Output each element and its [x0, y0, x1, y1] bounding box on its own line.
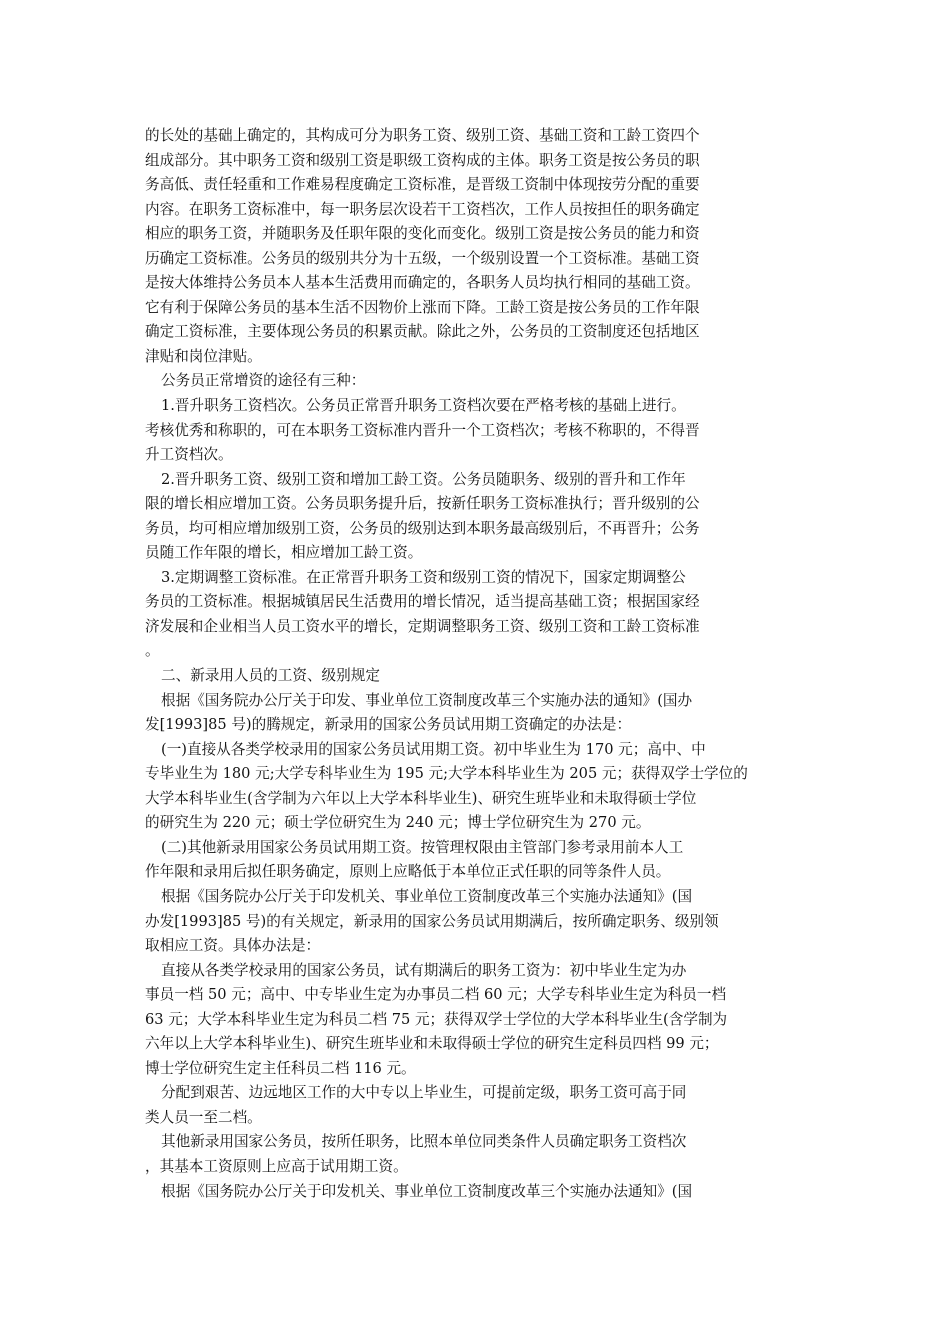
- text-line: 专毕业生为 180 元;大学专科毕业生为 195 元;大学本科毕业生为 205 元；获得双学士学位的: [145, 765, 748, 783]
- text-line: 济发展和企业相当人员工资水平的增长，定期调整职务工资、级别工资和工龄工资标准: [145, 617, 700, 635]
- text-line: 3.定期调整工资标准。在正常晋升职务工资和级别工资的情况下，国家定期调整公: [161, 568, 686, 586]
- text-line: 公务员正常增资的途径有三种：: [161, 372, 366, 390]
- text-line: 根据《国务院办公厅关于印发机关、事业单位工资制度改革三个实施办法通知》(国: [161, 1182, 693, 1200]
- document-body: [145, 124, 815, 1204]
- text-line: 务员的工资标准。根据城镇居民生活费用的增长情况，适当提高基础工资；根据国家经: [145, 593, 700, 611]
- text-line: 发[1993]85 号)的腾规定，新录用的国家公务员试用期工资确定的办法是：: [145, 716, 632, 734]
- text-line: 它有利于保障公务员的基本生活不因物价上涨而下降。工龄工资是按公务员的工作年限: [145, 298, 700, 316]
- text-line: 根据《国务院办公厅关于印发机关、事业单位工资制度改革三个实施办法通知》(国: [161, 887, 693, 905]
- text-line: 是按大体维持公务员本人基本生活费用而确定的，各职务人员均执行相同的基础工资。: [145, 274, 700, 292]
- text-line: 务员，均可相应增加级别工资，公务员的级别达到本职务最高级别后，不再晋升；公务: [145, 519, 700, 537]
- text-line: 二、新录用人员的工资、级别规定: [161, 667, 380, 685]
- text-line: 根据《国务院办公厅关于印发、事业单位工资制度改革三个实施办法的通知》(国办: [161, 691, 693, 709]
- text-line: 类人员一至二档。: [145, 1108, 262, 1126]
- text-line: 。: [145, 642, 160, 660]
- text-line: 博士学位研究生定主任科员二档 116 元。: [145, 1059, 416, 1077]
- text-line: 大学本科毕业生(含学制为六年以上大学本科毕业生)、研究生班毕业和未取得硕士学位: [145, 789, 697, 807]
- text-line: 相应的职务工资，并随职务及任职年限的变化而变化。级别工资是按公务员的能力和资: [145, 225, 700, 243]
- text-line: 分配到艰苦、边远地区工作的大中专以上毕业生，可提前定级，职务工资可高于同: [161, 1084, 687, 1102]
- text-line: 考核优秀和称职的，可在本职务工资标准内晋升一个工资档次；考核不称职的，不得晋: [145, 421, 700, 439]
- text-line: 员随工作年限的增长，相应增加工龄工资。: [145, 544, 423, 562]
- text-line: 历确定工资标准。公务员的级别共分为十五级，一个级别设置一个工资标准。基础工资: [145, 249, 700, 267]
- text-line: 组成部分。其中职务工资和级别工资是职级工资构成的主体。职务工资是按公务员的职: [145, 151, 700, 169]
- text-line: 六年以上大学本科毕业生)、研究生班毕业和未取得硕士学位的研究生定科员四档 99 元；: [145, 1035, 719, 1053]
- text-line: 取相应工资。具体办法是：: [145, 937, 321, 955]
- text-line: 的研究生为 220 元；硕士学位研究生为 240 元；博士学位研究生为 270 元。: [145, 814, 651, 832]
- text-line: 的长处的基础上确定的，其构成可分为职务工资、级别工资、基础工资和工龄工资四个: [145, 127, 700, 144]
- text-line: 1.晋升职务工资档次。公务员正常晋升职务工资档次要在严格考核的基础上进行。: [161, 397, 686, 415]
- text-line: 津贴和岗位津贴。: [145, 347, 262, 365]
- text-line: 2.晋升职务工资、级别工资和增加工龄工资。公务员随职务、级别的晋升和工作年: [161, 470, 686, 488]
- text-line: 办发[1993]85 号)的有关规定，新录用的国家公务员试用期满后，按所确定职务、级别领: [145, 912, 719, 930]
- text-line: 确定工资标准，主要体现公务员的积累贡献。除此之外，公务员的工资制度还包括地区: [145, 323, 700, 341]
- text-line: 事员一档 50 元；高中、中专毕业生定为办事员二档 60 元；大学专科毕业生定为科员一档: [145, 986, 727, 1004]
- text-line: 63 元；大学本科毕业生定为科员二档 75 元；获得双学士学位的大学本科毕业生(含学制为: [145, 1010, 728, 1028]
- text-line: 作年限和录用后拟任职务确定，原则上应略低于本单位正式任职的同等条件人员。: [145, 863, 671, 881]
- text-line: ，其基本工资原则上应高于试用期工资。: [145, 1157, 408, 1175]
- text-line: 务高低、责任轻重和工作难易程度确定工资标准，是晋级工资制中体现按劳分配的重要: [145, 176, 700, 194]
- text-line: 内容。在职务工资标准中，每一职务层次设若干工资档次，工作人员按担任的职务确定: [145, 200, 700, 218]
- text-line: (一)直接从各类学校录用的国家公务员试用期工资。初中毕业生为 170 元；高中、中: [161, 740, 706, 758]
- text-line: (二)其他新录用国家公务员试用期工资。按管理权限由主管部门参考录用前本人工: [161, 838, 684, 856]
- text-line: 直接从各类学校录用的国家公务员，试有期满后的职务工资为：初中毕业生定为办: [161, 961, 687, 979]
- text-line: 其他新录用国家公务员，按所任职务，比照本单位同类条件人员确定职务工资档次: [161, 1133, 687, 1151]
- text-line: 升工资档次。: [145, 446, 233, 464]
- text-line: 限的增长相应增加工资。公务员职务提升后，按新任职务工资标准执行；晋升级别的公: [145, 495, 700, 513]
